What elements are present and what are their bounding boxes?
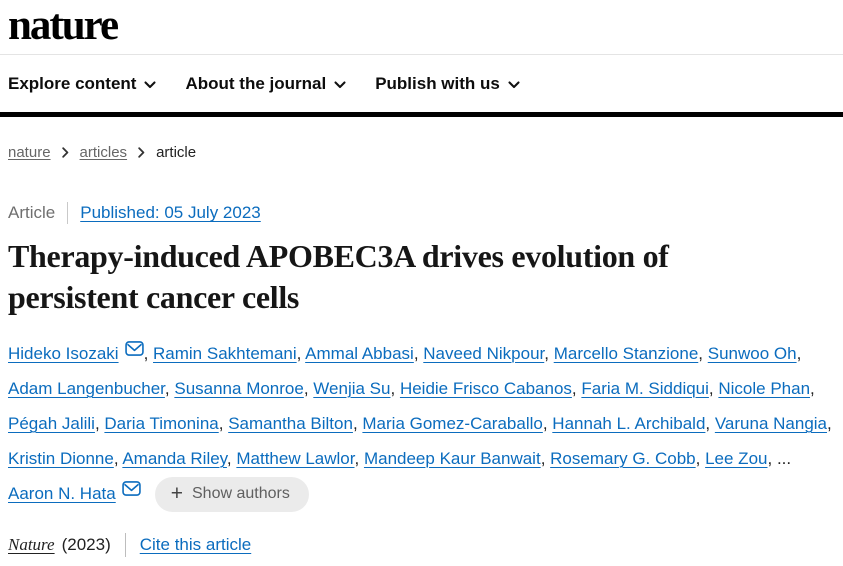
author-separator: , [390,378,400,398]
author-separator: , [767,448,777,468]
chevron-right-icon [62,147,69,158]
author-link[interactable]: Varuna Nangia [714,413,828,433]
author-link[interactable]: Faria M. Siddiqui [581,378,709,398]
nav-item-explore-content[interactable] [8,74,156,94]
author-link[interactable]: Matthew Lawlor [236,448,355,468]
author-link[interactable]: Rosemary G. Cobb [550,448,696,468]
plus-icon: + [170,481,183,505]
author-link[interactable]: Susanna Monroe [174,378,304,398]
nature-logo[interactable]: nature [8,2,118,49]
author-link[interactable]: Ammal Abbasi [305,343,414,363]
email-icon[interactable] [125,341,144,356]
citation-divider [125,533,126,557]
author-link[interactable]: Maria Gomez-Caraballo [362,413,543,433]
author-link[interactable]: Daria Timonina [104,413,219,433]
author-link[interactable]: Lee Zou [705,448,768,468]
author-link[interactable]: Mandeep Kaur Banwait [363,448,541,468]
author-link[interactable]: Wenjia Su [313,378,391,398]
author-separator: , [695,448,706,468]
author-link[interactable]: Ramin Sakhtemani [153,343,297,363]
citation-year: (2023) [61,534,111,554]
breadcrumb-current-article: article [156,144,197,162]
show-authors-button[interactable] [155,477,309,511]
author-separator: , [413,343,424,363]
chevron-down-icon [334,81,346,89]
author-separator: , [113,448,123,468]
nav-bottom-bar [0,112,843,117]
article-page [0,144,843,556]
author-list [8,336,835,512]
citation-row [8,533,835,557]
author-separator: , [571,378,582,398]
cite-this-article-link[interactable]: Cite this article [139,534,252,554]
author-link[interactable]: Aaron N. Hata [8,483,116,503]
author-separator: , [544,343,554,363]
article-meta [8,202,835,224]
author-separator: , [708,378,719,398]
author-link[interactable]: Hideko Isozaki [8,343,119,363]
author-link[interactable]: Heidie Frisco Cabanos [399,378,572,398]
site-header [0,0,843,117]
breadcrumb-link-articles[interactable]: articles [79,144,128,162]
author-separator: , [164,378,175,398]
author-link[interactable]: Nicole Phan [718,378,811,398]
article-type-label: Article [8,203,56,223]
nav-item-label: About the journal [185,74,327,94]
author-separator: , [94,413,105,433]
chevron-down-icon [144,81,156,89]
author-separator: , [796,343,802,363]
authors-inline [8,344,832,503]
authors-ellipsis: ... [776,448,792,468]
main-nav [0,55,843,112]
article-title: Therapy-induced APOBEC3A drives evolution of persistent cancer cells [8,238,669,315]
author-separator: , [218,413,229,433]
chevron-down-icon [508,81,520,89]
published-date-link[interactable]: Published: 05 July 2023 [80,203,261,223]
nav-item-label: Explore content [8,74,137,94]
breadcrumb-link-nature[interactable]: nature [8,144,51,162]
author-link[interactable]: Pégah Jalili [8,413,95,433]
author-separator: , [143,343,154,363]
author-separator: , [296,343,306,363]
breadcrumb [8,144,835,161]
author-link[interactable]: Naveed Nikpour [423,343,545,363]
author-link[interactable]: Amanda Riley [122,448,227,468]
author-link[interactable]: Adam Langenbucher [8,378,165,398]
email-icon[interactable] [122,481,141,496]
author-separator: , [226,448,237,468]
author-separator: , [698,343,708,363]
author-separator: , [354,448,364,468]
author-link[interactable]: Marcello Stanzione [553,343,699,363]
author-link[interactable]: Hannah L. Archibald [552,413,706,433]
author-separator: , [810,378,815,398]
author-link[interactable]: Kristin Dionne [8,448,114,468]
journal-link[interactable]: Nature [8,534,55,554]
author-separator: , [540,448,551,468]
author-link[interactable]: Sunwoo Oh [707,343,797,363]
nav-item-label: Publish with us [375,74,500,94]
author-separator: , [542,413,553,433]
nav-item-about-the-journal[interactable] [185,74,346,94]
author-separator: , [303,378,314,398]
nav-item-publish-with-us[interactable] [375,74,520,94]
author-separator: , [352,413,363,433]
show-authors-label: Show authors [192,485,290,503]
author-link[interactable]: Samantha Bilton [228,413,353,433]
author-separator: , [705,413,715,433]
chevron-right-icon [138,147,145,158]
author-separator: , [827,413,832,433]
meta-divider [67,202,68,224]
